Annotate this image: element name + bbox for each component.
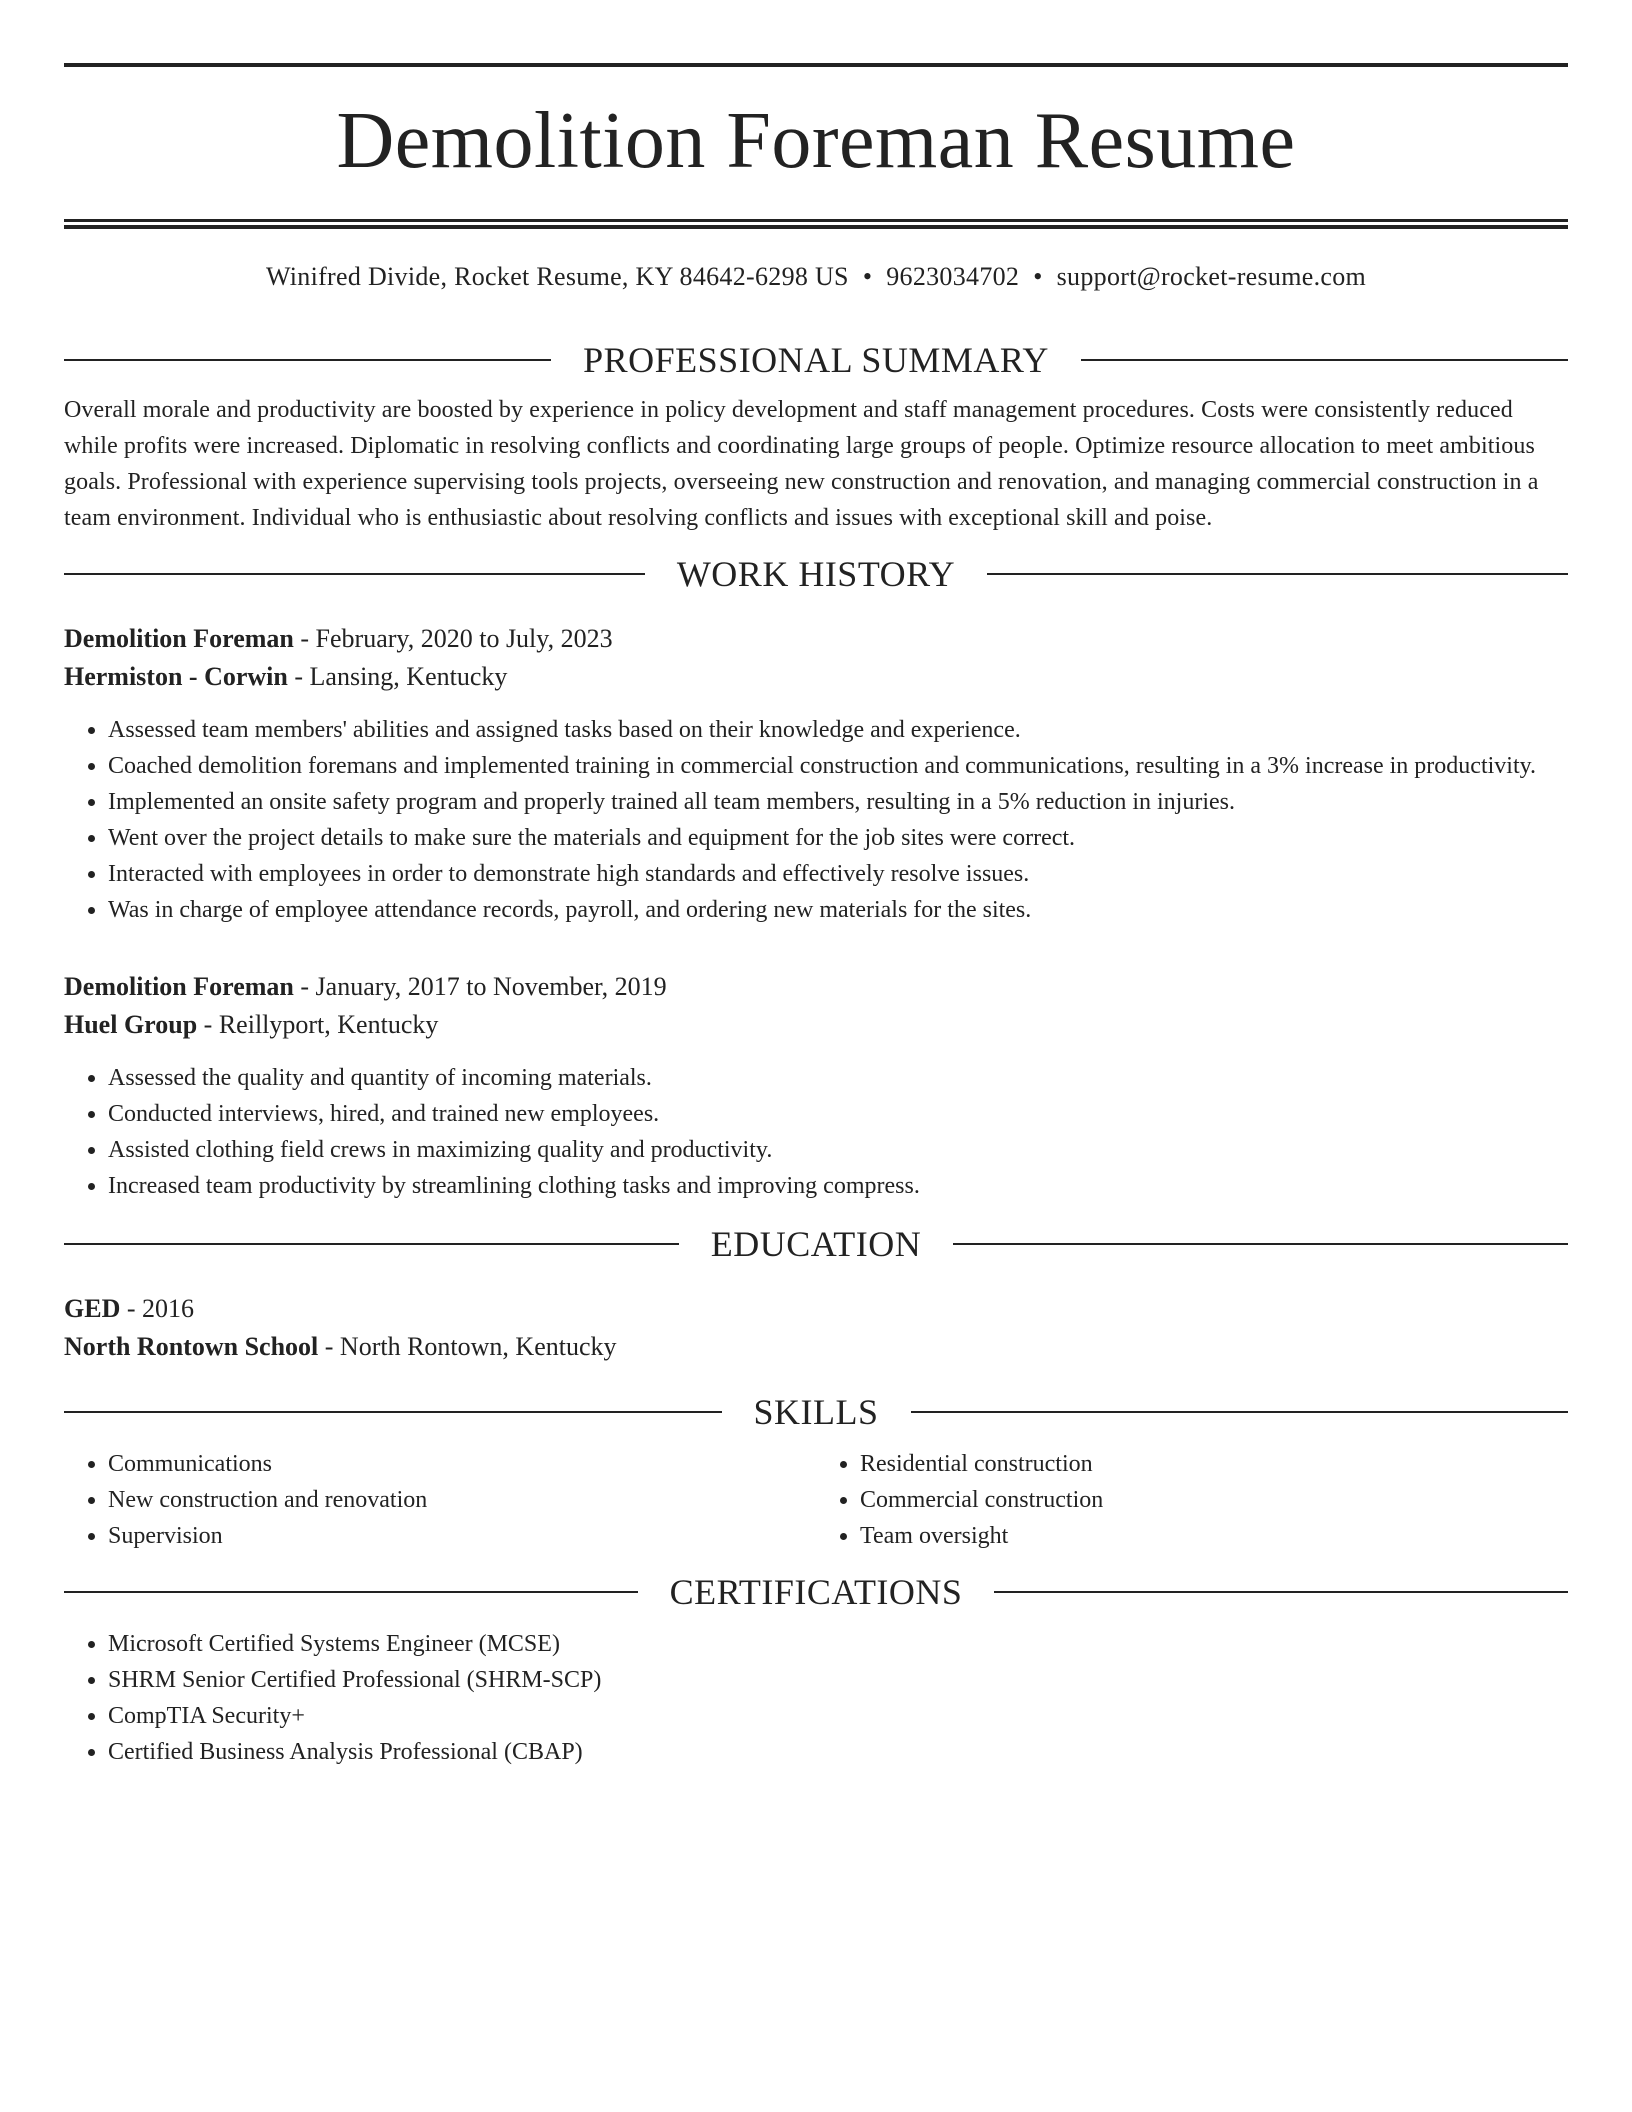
list-item: • Certified Business Analysis Professional (CBAP) bbox=[108, 1734, 1568, 1770]
section-title: PROFESSIONAL SUMMARY bbox=[583, 340, 1049, 380]
heading-rule bbox=[1081, 359, 1568, 361]
heading-rule bbox=[953, 1243, 1568, 1245]
job-dash: - bbox=[293, 972, 316, 1001]
section-heading-education bbox=[64, 1224, 1568, 1264]
skills-columns bbox=[64, 1446, 1568, 1554]
job-entry bbox=[64, 620, 1568, 928]
summary-text: Overall morale and productivity are boosted by experience in policy development and staff management procedures. Costs were consistently reduced while profits were increased. Diplomatic in resolving conflicts and coordinating large groups of people. Optimize resource allocation to meet ambitious goals. Professional with experience supervising tools projects, overseeing new construction and renovation, and managing commercial construction in a team environment. Individual who is enthusiastic about resolving conflicts and issues with exceptional skill and poise. bbox=[64, 397, 1539, 531]
contact-separator: • bbox=[862, 262, 873, 291]
list-item: • Interacted with employees in order to demonstrate high standards and effectively resolve issues. bbox=[108, 856, 1568, 892]
job-dates: January, 2017 to November, 2019 bbox=[315, 972, 667, 1001]
education-dash: - bbox=[120, 1294, 143, 1323]
job-location: Reillyport, Kentucky bbox=[218, 1010, 439, 1039]
section-title: WORK HISTORY bbox=[676, 554, 956, 594]
list-item: • CompTIA Security+ bbox=[108, 1698, 1568, 1734]
contact-phone: 9623034702 bbox=[886, 262, 1020, 291]
list-item: • Assisted clothing field crews in maximizing quality and productivity. bbox=[108, 1132, 1568, 1168]
list-item: • Team oversight bbox=[860, 1518, 1568, 1554]
section-heading-work bbox=[64, 554, 1568, 594]
list-item: • Assessed team members' abilities and assigned tasks based on their knowledge and experience. bbox=[108, 712, 1568, 748]
list-item: • Assessed the quality and quantity of incoming materials. bbox=[108, 1060, 1568, 1096]
section-title: EDUCATION bbox=[710, 1224, 922, 1264]
job-bullets bbox=[64, 1060, 1568, 1204]
job-dash: - bbox=[287, 662, 310, 691]
heading-rule bbox=[64, 359, 551, 361]
job-company-line bbox=[64, 658, 1568, 696]
heading-rule bbox=[911, 1411, 1569, 1413]
contact-line bbox=[64, 260, 1568, 294]
education-degree: GED bbox=[64, 1294, 121, 1323]
contact-address: Winifred Divide, Rocket Resume, KY 84642-6298 US bbox=[265, 262, 849, 291]
education-degree-line bbox=[64, 1290, 1568, 1328]
list-item: • New construction and renovation bbox=[108, 1482, 816, 1518]
certifications-list bbox=[64, 1626, 1568, 1770]
title-double-rule bbox=[64, 219, 1568, 229]
section-heading-skills bbox=[64, 1392, 1568, 1432]
list-item: • Supervision bbox=[108, 1518, 816, 1554]
section-heading-certifications bbox=[64, 1572, 1568, 1612]
list-item: • Coached demolition foremans and implemented training in commercial construction and communications, resulting in a 3% increase in productivity. bbox=[108, 748, 1568, 784]
job-title: Demolition Foreman bbox=[64, 624, 294, 653]
job-company: Huel Group bbox=[64, 1010, 198, 1039]
job-dash: - bbox=[197, 1010, 219, 1039]
skills-list-right bbox=[816, 1446, 1568, 1554]
list-item: • Implemented an onsite safety program and properly trained all team members, resulting in a 5% reduction in injuries. bbox=[108, 784, 1568, 820]
heading-rule bbox=[987, 573, 1568, 575]
education-location: North Rontown, Kentucky bbox=[339, 1332, 617, 1361]
list-item: • Increased team productivity by streamlining clothing tasks and improving compress. bbox=[108, 1168, 1568, 1204]
resume-title: Demolition Foreman Resume bbox=[336, 97, 1296, 185]
job-entry bbox=[64, 968, 1568, 1204]
education-entry bbox=[64, 1290, 1568, 1366]
heading-rule bbox=[994, 1591, 1568, 1593]
contact-separator: • bbox=[1033, 262, 1043, 291]
heading-rule bbox=[64, 1591, 638, 1593]
list-item: • Communications bbox=[108, 1446, 816, 1482]
education-school: North Rontown School bbox=[64, 1332, 319, 1361]
job-bullets bbox=[64, 712, 1568, 928]
education-school-line bbox=[64, 1328, 1568, 1366]
heading-rule bbox=[64, 573, 645, 575]
section-heading-summary bbox=[64, 340, 1568, 380]
list-item: • SHRM Senior Certified Professional (SHRM-SCP) bbox=[108, 1662, 1568, 1698]
list-item: • Went over the project details to make sure the materials and equipment for the job sites were correct. bbox=[108, 820, 1568, 856]
contact-email: support@rocket-resume.com bbox=[1056, 262, 1367, 291]
list-item: • Residential construction bbox=[860, 1446, 1568, 1482]
list-item: • Commercial construction bbox=[860, 1482, 1568, 1518]
job-company: Hermiston - Corwin bbox=[64, 662, 288, 691]
list-item: • Was in charge of employee attendance records, payroll, and ordering new materials for the sites. bbox=[108, 892, 1568, 928]
section-title: SKILLS bbox=[753, 1392, 879, 1432]
education-year: 2016 bbox=[142, 1294, 195, 1323]
skills-list-left bbox=[64, 1446, 816, 1554]
job-title-line bbox=[64, 968, 1568, 1006]
list-item: • Conducted interviews, hired, and trained new employees. bbox=[108, 1096, 1568, 1132]
job-company-line bbox=[64, 1006, 1568, 1044]
job-dash: - bbox=[293, 624, 316, 653]
job-location: Lansing, Kentucky bbox=[309, 662, 508, 691]
education-dash: - bbox=[318, 1332, 340, 1361]
job-dates: February, 2020 to July, 2023 bbox=[315, 624, 613, 653]
section-title: CERTIFICATIONS bbox=[669, 1572, 963, 1612]
heading-rule bbox=[64, 1243, 679, 1245]
heading-rule bbox=[64, 1411, 722, 1413]
list-item: • Microsoft Certified Systems Engineer (MCSE) bbox=[108, 1626, 1568, 1662]
job-title: Demolition Foreman bbox=[64, 972, 294, 1001]
job-title-line bbox=[64, 620, 1568, 658]
top-rule bbox=[64, 63, 1568, 67]
